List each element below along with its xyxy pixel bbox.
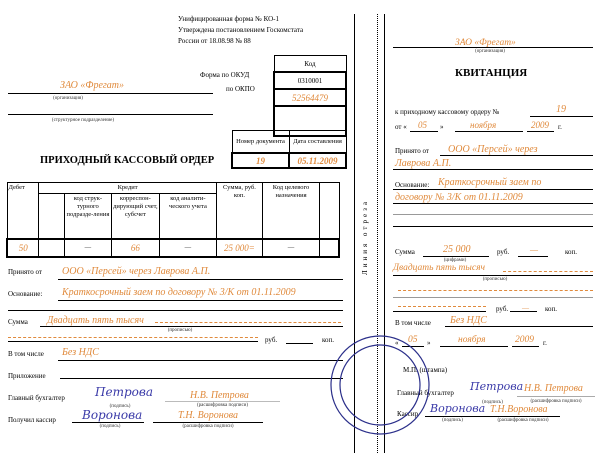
stamp-label: М.П. (штампа)	[403, 366, 448, 374]
receipt-sum-words-caption: (прописью)	[482, 277, 508, 282]
chief-name-line	[165, 401, 280, 402]
order-number-line	[530, 116, 593, 117]
receipt-basis-2: договору № 3/К от 01.11.2009	[395, 192, 523, 203]
receipt-date-year: 2009	[515, 335, 534, 345]
doc-number-header: Номер документа	[232, 131, 289, 154]
cell-division: —	[65, 239, 111, 257]
division-caption: (структурное подразделение)	[51, 118, 115, 123]
sum-header: Сумма, руб. коп.	[216, 183, 262, 240]
sum-words-line-3	[393, 311, 486, 312]
sum-words-dash-3	[398, 306, 486, 307]
chief-name: Н.В. Петрова	[190, 390, 249, 401]
receipt-received-label: Принято от	[395, 147, 429, 155]
receipt-sum-digits: 25 000	[443, 244, 471, 255]
credit-col-division: код струк-турного подразде-ления	[65, 194, 111, 240]
date-year-line	[512, 346, 539, 347]
cell-extra	[319, 239, 339, 257]
receipt-cashier-name: Т.Н.Воронова	[490, 404, 548, 415]
to-order-label: к приходному кассовому ордеру №	[395, 108, 500, 116]
receipt-date-day: 05	[408, 335, 418, 345]
okpo-value: 52564479	[274, 89, 346, 106]
sum-words-line-2	[393, 297, 593, 298]
sum-label: Сумма	[8, 318, 28, 326]
cashier-label: Получил кассир	[8, 416, 56, 424]
credit-header: Кредит	[39, 183, 216, 194]
blank-header	[319, 183, 339, 240]
receipt-basis-label: Основание:	[395, 181, 430, 189]
okud-label: Форма по ОКУД	[200, 71, 250, 79]
accounting-table	[6, 182, 340, 258]
order-title: ПРИХОДНЫЙ КАССОВЫЙ ОРДЕР	[40, 155, 215, 166]
receipt-kop-label-2: коп.	[545, 305, 558, 313]
cashier-signature: Воронова	[82, 408, 143, 422]
receipt-kop-value-2: —	[522, 304, 529, 312]
receipt-title: КВИТАНЦИЯ	[455, 67, 528, 79]
receipt-day: 05	[418, 120, 427, 130]
basis-line	[58, 300, 343, 301]
year-line	[527, 131, 554, 132]
organization-caption: (организация)	[53, 96, 83, 101]
receipt-month: ноября	[470, 120, 497, 130]
organization: ЗАО «Фрегат»	[60, 80, 125, 91]
receipt-date-month: ноября	[458, 335, 486, 345]
receipt-org-caption: (организация)	[475, 49, 505, 54]
receipt-received-2: Лаврова А.П.	[395, 158, 452, 169]
date-quote-open: «	[395, 339, 399, 347]
basis-line-r3	[393, 214, 593, 215]
receipt-cashier-label: Кассир	[397, 410, 419, 418]
table-row	[7, 239, 339, 257]
cashier-sign-line	[72, 422, 144, 423]
credit-col-blank	[39, 194, 65, 240]
received-from-label: Принято от	[8, 268, 42, 276]
cell-account: 66	[111, 239, 159, 257]
basis-line-2	[8, 310, 343, 311]
day-line	[410, 131, 438, 132]
receipt-cashier-signature: Воронова	[430, 402, 486, 415]
attachment-line	[60, 378, 343, 379]
cashier-name: Т.Н. Воронова	[178, 410, 238, 421]
name-caption: (расшифровка подписи)	[196, 403, 249, 408]
credit-col-analytic: код аналити-ческого учета	[160, 194, 217, 240]
doc-number-date	[231, 130, 347, 169]
cell-debit: 50	[7, 239, 39, 257]
sum-line-2	[8, 341, 258, 342]
cell-blank	[39, 239, 65, 257]
receipt-cashier-sig-caption: (подпись)	[442, 418, 463, 423]
debit-header: Дебет	[7, 183, 39, 240]
date-year-suffix: г.	[543, 339, 547, 347]
sum-words-line	[393, 275, 593, 276]
sum-digits-line	[423, 256, 489, 257]
sum-words-dash	[503, 271, 593, 272]
organization-line	[8, 93, 213, 94]
cashier-name-line	[153, 422, 263, 423]
cell-sum: 25 000=	[216, 239, 262, 257]
form-header-line: России от 18.08.98 № 88	[178, 37, 251, 45]
including-line	[58, 360, 343, 361]
kop-value-line	[518, 256, 548, 257]
basis-line-r1	[393, 189, 593, 190]
kop-label: коп.	[322, 336, 335, 344]
sum-dash	[155, 322, 341, 323]
receipt-chief-name-line	[517, 396, 595, 397]
receipt-including: Без НДС	[450, 315, 487, 326]
receipt-sum-label: Сумма	[395, 248, 415, 256]
sum-words-dash-2	[398, 290, 593, 291]
stamp-circle-icon	[325, 330, 435, 440]
cut-line-label-wrap	[358, 175, 372, 305]
receipt-chief-name-caption: (расшифровка подписи)	[530, 399, 582, 404]
form-header-line: Унифицированная форма № КО-1	[178, 15, 279, 23]
rub-label: руб.	[265, 336, 278, 344]
month-line	[455, 131, 523, 132]
cashier-sig-caption: (подпись)	[99, 424, 121, 429]
sum-words: Двадцать пять тысяч	[47, 315, 144, 326]
receipt-organization: ЗАО «Фрегат»	[455, 38, 516, 48]
code-header: Код	[274, 56, 346, 73]
date-quote-close: »	[427, 339, 431, 347]
including-label: В том числе	[8, 350, 44, 358]
kop-line	[286, 343, 313, 344]
receipt-order-number: 19	[556, 104, 566, 115]
basis-line-r4	[393, 226, 593, 227]
receipt-sum-words: Двадцать пять тысяч	[393, 263, 486, 273]
receipt-chief-label: Главный бухгалтер	[397, 389, 454, 397]
doc-date-header: Дата составления	[289, 131, 346, 154]
purpose-header: Код целевого назначения	[263, 183, 320, 240]
receipt-kop-label: коп.	[565, 248, 578, 256]
form-header-line: Утверждена постановлением Госкомстата	[178, 26, 304, 34]
quote-close: »	[440, 123, 444, 131]
kop-line-2	[510, 311, 537, 312]
code-box	[273, 55, 347, 137]
receipt-chief-signature: Петрова	[470, 380, 524, 393]
receipt-cashier-name-caption: (расшифровка подписи)	[497, 418, 549, 423]
attachment-label: Приложение	[8, 372, 46, 380]
basis-line-r2	[393, 203, 593, 204]
receipt-rub-label-2: руб.	[496, 305, 509, 313]
okud-value: 0310001	[274, 72, 346, 89]
credit-col-account: корреспон-дирующий счет, субсчет	[111, 194, 159, 240]
year-suffix: г.	[558, 123, 562, 131]
receipt-kop-value: —	[530, 245, 539, 255]
receipt-chief-name: Н.В. Петрова	[524, 383, 583, 394]
received-from: ООО «Персей» через Лаврова А.П.	[62, 266, 211, 277]
chief-accountant-label: Главный бухгалтер	[8, 394, 65, 402]
sum-line	[40, 326, 343, 327]
signature-caption: (подпись)	[109, 404, 131, 409]
received-from-line	[58, 279, 343, 280]
receipt-including-label: В том числе	[395, 319, 431, 327]
receipt-cashier-name-line	[485, 416, 560, 417]
cell-purpose: —	[263, 239, 320, 257]
chief-signature: Петрова	[95, 385, 153, 399]
receipt-including-line	[445, 326, 593, 327]
receipt-received-1: ООО «Персей» через	[448, 144, 538, 155]
division-line	[8, 114, 213, 115]
receipt-basis-1: Краткосрочный заем по	[438, 177, 542, 188]
receipt-org-line	[393, 47, 593, 48]
sum-words-caption: (прописью)	[167, 328, 193, 333]
receipt-year: 2009	[531, 120, 549, 130]
date-month-line	[440, 346, 508, 347]
received-line-1	[440, 155, 593, 156]
receipt-rub-label: руб.	[497, 248, 510, 256]
cell-analytic: —	[160, 239, 217, 257]
basis: Краткосрочный заем по договору № 3/К от 01.11.2009	[62, 287, 296, 298]
sum-dash-2	[8, 337, 258, 338]
received-line-2	[393, 169, 593, 170]
cashier-name-caption: (расшифровка подписи)	[182, 424, 234, 429]
form-header	[178, 14, 303, 47]
receipt-chief-sig-caption: (подпись)	[482, 400, 503, 405]
okpo-label: по ОКПО	[226, 85, 255, 93]
basis-label: Основание:	[8, 290, 43, 298]
cut-line-label: Линия отреза	[361, 198, 369, 276]
doc-number: 19	[232, 153, 289, 168]
including: Без НДС	[62, 347, 99, 358]
sum-digits-caption: (цифрами)	[443, 258, 467, 263]
doc-date: 05.11.2009	[289, 153, 346, 168]
from-label: от «	[395, 123, 407, 131]
